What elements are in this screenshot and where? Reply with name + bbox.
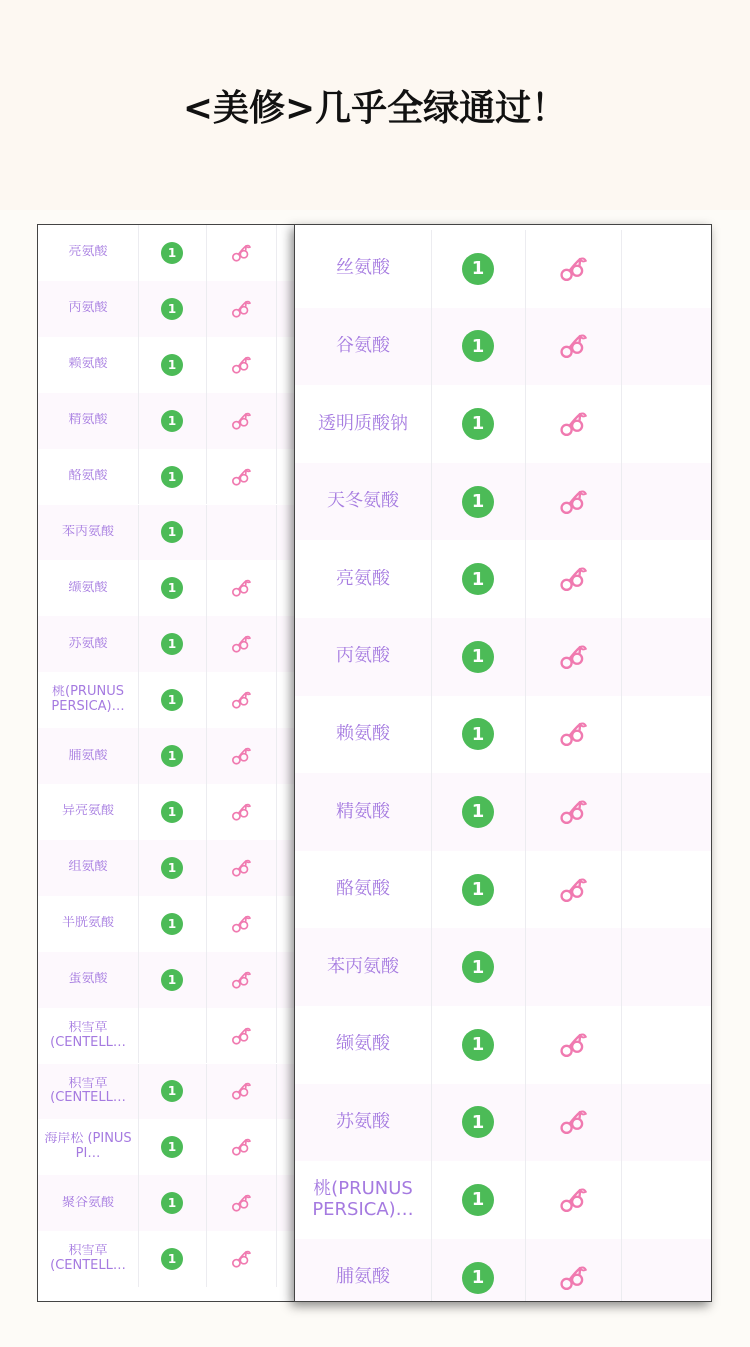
- safety-score-badge: 1: [161, 801, 183, 823]
- safety-score-badge: 1: [161, 857, 183, 879]
- ingredient-name: 积雪草 (CENTELL…: [50, 1020, 126, 1050]
- ingredient-name: 异亮氨酸: [61, 804, 114, 819]
- safety-score-badge: 1: [462, 1262, 494, 1294]
- cherry-icon: [559, 332, 587, 360]
- cherry-icon: [231, 243, 251, 263]
- column-divider: [621, 696, 622, 774]
- safety-score-badge: 1: [462, 1184, 494, 1216]
- ingredient-name: 苯丙氨酸: [327, 956, 399, 977]
- safety-score-badge: 1: [462, 641, 494, 673]
- ingredient-name: 亮氨酸: [68, 245, 108, 260]
- table-row: [38, 1175, 296, 1231]
- safety-score-badge: 1: [462, 253, 494, 285]
- table-row: [38, 728, 296, 784]
- column-divider: [621, 308, 622, 386]
- ingredient-name: 精氨酸: [336, 801, 390, 822]
- safety-score-badge: 1: [462, 796, 494, 828]
- cherry-icon: [559, 488, 587, 516]
- cherry-icon: [231, 467, 251, 487]
- column-divider: [621, 773, 622, 851]
- ingredient-name: 桃(PRUNUS PERSICA)…: [51, 685, 125, 715]
- table-row: [38, 616, 296, 672]
- column-divider: [276, 449, 277, 505]
- safety-score-badge: 1: [161, 410, 183, 432]
- table-row: [38, 1119, 296, 1175]
- table-row: [38, 1231, 296, 1287]
- ingredient-name: 苏氨酸: [68, 636, 108, 651]
- cherry-icon: [559, 1264, 587, 1292]
- ingredient-name: 蛋氨酸: [68, 972, 108, 987]
- safety-score-badge: 1: [161, 1192, 183, 1214]
- safety-score-badge: 1: [161, 466, 183, 488]
- column-divider: [621, 540, 622, 618]
- safety-score-badge: 1: [161, 354, 183, 376]
- safety-score-badge: 1: [462, 718, 494, 750]
- safety-score-badge: 1: [161, 242, 183, 264]
- safety-score-badge: 1: [462, 1106, 494, 1138]
- column-divider: [276, 728, 277, 784]
- column-divider: [621, 618, 622, 696]
- page-title: <美修>几乎全绿通过！: [182, 87, 568, 129]
- table-row: [295, 928, 711, 1006]
- column-divider: [276, 1175, 277, 1231]
- cherry-icon: [559, 720, 587, 748]
- column-divider: [276, 784, 277, 840]
- table-row: [295, 851, 711, 929]
- back-ingredient-table: [37, 224, 297, 1302]
- ingredient-name: 丝氨酸: [336, 258, 390, 279]
- table-row: [38, 952, 296, 1008]
- table-row: [38, 1064, 296, 1120]
- ingredient-name: 积雪草 (CENTELL…: [50, 1076, 126, 1106]
- safety-score-badge: 1: [462, 330, 494, 362]
- ingredient-name: 谷氨酸: [336, 336, 390, 357]
- cherry-icon: [231, 1081, 251, 1101]
- column-divider: [621, 928, 622, 1006]
- safety-score-badge: 1: [161, 298, 183, 320]
- cherry-icon: [559, 643, 587, 671]
- cherry-icon: [231, 1026, 251, 1046]
- table-row: [295, 1161, 711, 1239]
- ingredient-name: 缬氨酸: [336, 1034, 390, 1055]
- table-row: [295, 385, 711, 463]
- safety-score-badge: 1: [462, 951, 494, 983]
- column-divider: [276, 952, 277, 1008]
- ingredient-name: 积雪草 (CENTELL…: [50, 1244, 126, 1274]
- table-row: [38, 560, 296, 616]
- table-row: [38, 1008, 296, 1064]
- table-row: [295, 618, 711, 696]
- table-row: [38, 505, 296, 561]
- table-row: [38, 896, 296, 952]
- ingredient-name: 丙氨酸: [68, 301, 108, 316]
- ingredient-name: 酪氨酸: [336, 879, 390, 900]
- safety-score-badge: 1: [161, 1136, 183, 1158]
- ingredient-name: 海岸松 (PINUS PI…: [44, 1132, 132, 1162]
- column-divider: [276, 672, 277, 728]
- ingredient-name: 组氨酸: [68, 860, 108, 875]
- safety-score-badge: 1: [462, 1029, 494, 1061]
- column-divider: [276, 1064, 277, 1120]
- cherry-icon: [559, 1186, 587, 1214]
- table-row: [38, 672, 296, 728]
- safety-score-badge: 1: [161, 689, 183, 711]
- safety-score-badge: 1: [462, 874, 494, 906]
- column-divider: [276, 560, 277, 616]
- table-row: [295, 1239, 711, 1302]
- ingredient-name: 脯氨酸: [68, 748, 108, 763]
- table-row: [38, 225, 296, 281]
- table-row: [295, 463, 711, 541]
- ingredient-name: 亮氨酸: [336, 568, 390, 589]
- ingredient-name: 缬氨酸: [68, 580, 108, 595]
- cherry-icon: [559, 798, 587, 826]
- cherry-icon: [231, 802, 251, 822]
- cherry-icon: [231, 914, 251, 934]
- safety-score-badge: 1: [462, 486, 494, 518]
- cherry-icon: [231, 1137, 251, 1157]
- cherry-icon: [559, 565, 587, 593]
- ingredient-name: 聚谷氨酸: [61, 1195, 114, 1210]
- safety-score-badge: 1: [161, 577, 183, 599]
- column-divider: [276, 337, 277, 393]
- safety-score-badge: 1: [161, 1248, 183, 1270]
- table-row: [295, 1006, 711, 1084]
- cherry-icon: [231, 411, 251, 431]
- safety-score-badge: 1: [462, 408, 494, 440]
- safety-score-badge: 1: [161, 745, 183, 767]
- ingredient-name: 丙氨酸: [336, 646, 390, 667]
- column-divider: [276, 840, 277, 896]
- ingredient-name: 赖氨酸: [68, 357, 108, 372]
- column-divider: [621, 1239, 622, 1302]
- ingredient-name: 精氨酸: [68, 413, 108, 428]
- cherry-icon: [231, 1249, 251, 1269]
- table-row: [295, 308, 711, 386]
- table-row: [295, 773, 711, 851]
- cherry-icon: [231, 970, 251, 990]
- table-row: [295, 696, 711, 774]
- column-divider: [621, 1006, 622, 1084]
- cherry-icon: [231, 858, 251, 878]
- table-row: [38, 784, 296, 840]
- ingredient-name: 透明质酸钠: [318, 413, 408, 434]
- cherry-icon: [231, 299, 251, 319]
- safety-score-badge: 1: [161, 913, 183, 935]
- ingredient-name: 天冬氨酸: [327, 491, 399, 512]
- table-row: [295, 1084, 711, 1162]
- safety-score-badge: 1: [161, 521, 183, 543]
- cherry-icon: [559, 876, 587, 904]
- column-divider: [621, 1161, 622, 1239]
- column-divider: [621, 851, 622, 929]
- ingredient-name: 脯氨酸: [336, 1267, 390, 1288]
- cherry-icon: [559, 1031, 587, 1059]
- ingredient-name: 酪氨酸: [68, 469, 108, 484]
- table-row: [38, 449, 296, 505]
- cherry-icon: [231, 578, 251, 598]
- column-divider: [276, 1008, 277, 1064]
- column-divider: [621, 385, 622, 463]
- safety-score-badge: 1: [462, 563, 494, 595]
- column-divider: [276, 225, 277, 281]
- table-row: [38, 840, 296, 896]
- cherry-icon: [231, 355, 251, 375]
- cherry-icon: [559, 410, 587, 438]
- cherry-icon: [231, 634, 251, 654]
- column-divider: [276, 505, 277, 561]
- column-divider: [276, 1231, 277, 1287]
- column-divider: [276, 1119, 277, 1175]
- column-divider: [276, 896, 277, 952]
- cherry-icon: [231, 1193, 251, 1213]
- column-divider: [276, 281, 277, 337]
- cherry-icon: [231, 746, 251, 766]
- column-divider: [621, 463, 622, 541]
- safety-score-badge: 1: [161, 969, 183, 991]
- safety-score-badge: 1: [161, 1080, 183, 1102]
- cherry-icon: [559, 255, 587, 283]
- cherry-icon: [559, 1108, 587, 1136]
- column-divider: [621, 230, 622, 308]
- table-row: [295, 540, 711, 618]
- column-divider: [621, 1084, 622, 1162]
- table-row: [38, 393, 296, 449]
- column-divider: [276, 393, 277, 449]
- ingredient-name: 苏氨酸: [336, 1112, 390, 1133]
- table-row: [295, 230, 711, 308]
- safety-score-badge: 1: [161, 633, 183, 655]
- table-row: [38, 337, 296, 393]
- ingredient-name: 赖氨酸: [336, 724, 390, 745]
- cherry-icon: [231, 690, 251, 710]
- ingredient-name: 半胱氨酸: [61, 916, 114, 931]
- ingredient-name: 苯丙氨酸: [61, 524, 114, 539]
- front-ingredient-table: [294, 224, 712, 1302]
- ingredient-name: 桃(PRUNUS PERSICA)…: [312, 1179, 414, 1220]
- column-divider: [276, 616, 277, 672]
- table-row: [38, 281, 296, 337]
